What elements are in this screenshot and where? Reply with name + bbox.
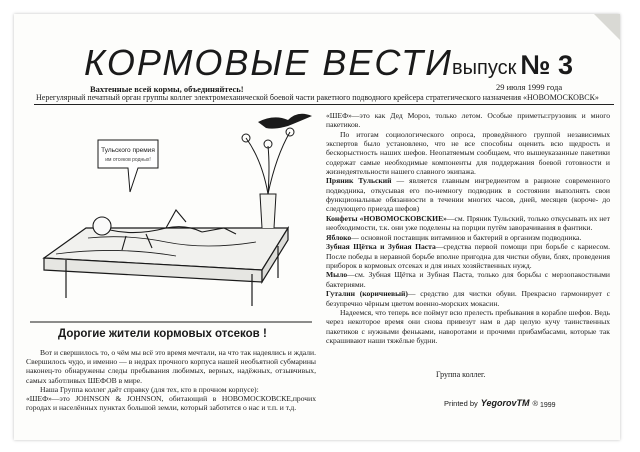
paragraph-lead: Зубная Щётка и Зубная Паста	[326, 242, 436, 252]
masthead	[22, 20, 612, 102]
masthead-subtitle: Нерегулярный печатный орган группы коллег электромеханической боевой части ракетного подводного крейсера стратегического назначения «НОВОМОСКОВСК»	[36, 93, 599, 102]
paragraph-text: —средства первой помощи при борьбе с кариесом. После победы в неравной борьбе вполне пригодна для чистки обуви, блях, проведения приборок в кормовых отсеках и для иных хозяйственных нужд.	[326, 242, 610, 270]
speech-text-line2: им отсеков родных!	[105, 157, 151, 163]
registered-mark: ®	[532, 399, 538, 408]
right-paragraph	[326, 308, 610, 345]
paragraph-text: —см. Зубная Щётка и Зубная Паста, только для борьбы с мерзопакостными бактериями.	[326, 270, 610, 289]
issue-label	[452, 50, 573, 81]
paragraph-lead: Гуталин (коричневый)	[326, 289, 408, 299]
right-paragraph	[326, 176, 610, 213]
left-column-text	[26, 348, 316, 412]
speech-text-line1: Тульского премия	[101, 147, 155, 154]
paragraph-lead: Конфеты «НОВОМОСКОВСКИЕ»	[326, 213, 447, 223]
slogan: Вахтенные всей кормы, объединяйтесь!	[90, 84, 244, 94]
newspaper-page	[14, 14, 620, 440]
paragraph-text: — является главным ингредиентом в рационе современного подводника, откусывая его по-немногу подводник в состоянии выполнять свои функциональные обязанности в течении многих часов, дней, месяцев (короче- до следующего приезда шефов)	[326, 176, 610, 214]
paragraph-text: —см. Пряник Тульский, только откусывать их нет необходимости, т.к. они уже поделены на порции путём заворачивания в фантики.	[326, 213, 610, 232]
left-paragraph: «ШЕФ»—это JOHNSON & JOHNSON, обитающий в НОВОМОСКОВСКЕ,прочих городах и населённых пунктах большой земли, который заботится о нас и т.п. и т.д.	[26, 394, 316, 413]
paragraph-lead: Мыло	[326, 270, 348, 280]
signature: Группа коллег.	[436, 370, 486, 379]
left-paragraph: Наша Группа коллег даёт справку (для тех, кто в прочном корпусе):	[40, 384, 259, 394]
printer-brand: YegorovTM	[480, 398, 530, 408]
paragraph-text: Надеемся, что теперь все поймут всю прелесть пребывания в корабле шефов. Ведь через некоторое время они снова привезут нам в дар целую кучу таинственных пакетиков с нужными феньками, наворотами и прочими прибамбасами, которые так скрашивают наши тяжёлые будни.	[326, 308, 610, 345]
right-column-text	[326, 111, 610, 346]
right-paragraph	[326, 242, 610, 270]
bed-illustration	[44, 228, 288, 306]
right-paragraph	[326, 270, 610, 288]
issue-word: выпуск	[452, 57, 517, 79]
issue-date: 29 июля 1999 года	[496, 82, 563, 92]
newspaper-title: КОРМОВЫЕ ВЕСТИ	[84, 42, 453, 83]
left-paragraph: Вот и свершилось то, о чём мы всё это время мечтали, на что так надеялись и ждали. Свершилось чудо, и именно — в недрах прочного корпуса нашей необъятной субмарины наконец-то обнаружены следы пребывания любимых, верных, надёжных, отзывчивых, самых заботливых ШЕФОВ в мире.	[26, 348, 316, 385]
paragraph-text: — основной поставщик витаминов и бактерий в организм подводника.	[351, 232, 582, 242]
paragraph-lead: Яблоко	[326, 232, 352, 242]
speech-bubble	[98, 140, 158, 192]
print-year: 1999	[540, 402, 556, 409]
right-paragraph	[326, 289, 610, 307]
paragraph-text: По итогам социологического опроса, проведённого группой независимых экспертов было установлено, что не все способны оценить всю щедрость и бескорыстность наших шефов. Неопатяемым сообщаем, что вышеуказанные пакетики содержат самые необходимые компоненты для поддержания боевой готовности и жизнедеятельности нашего славного экипажа.	[326, 129, 610, 176]
right-paragraph	[326, 214, 610, 232]
printed-by	[444, 398, 538, 408]
paragraph-text: — средство для чистки обуви. Прекрасно гармонирует с безупречно чёрным цветом военно-морских мокасин.	[326, 289, 610, 308]
cartoon-illustration	[26, 110, 316, 328]
article-headline: Дорогие жители кормовых отсеков !	[58, 328, 267, 340]
flower-vase-illustration	[242, 128, 294, 228]
paragraph-text: «ШЕФ»—это как Дед Мороз, только летом. Особые приметы:грузовик и много пакетиков.	[326, 111, 610, 130]
paragraph-lead: Пряник Тульский	[326, 176, 392, 186]
right-paragraph	[326, 130, 610, 176]
right-paragraph	[326, 111, 610, 129]
right-paragraph	[326, 233, 610, 242]
bird-illustration	[258, 114, 312, 129]
masthead-divider	[34, 104, 614, 105]
printed-by-label: Printed by	[444, 399, 478, 408]
issue-number: № 3	[520, 50, 573, 80]
